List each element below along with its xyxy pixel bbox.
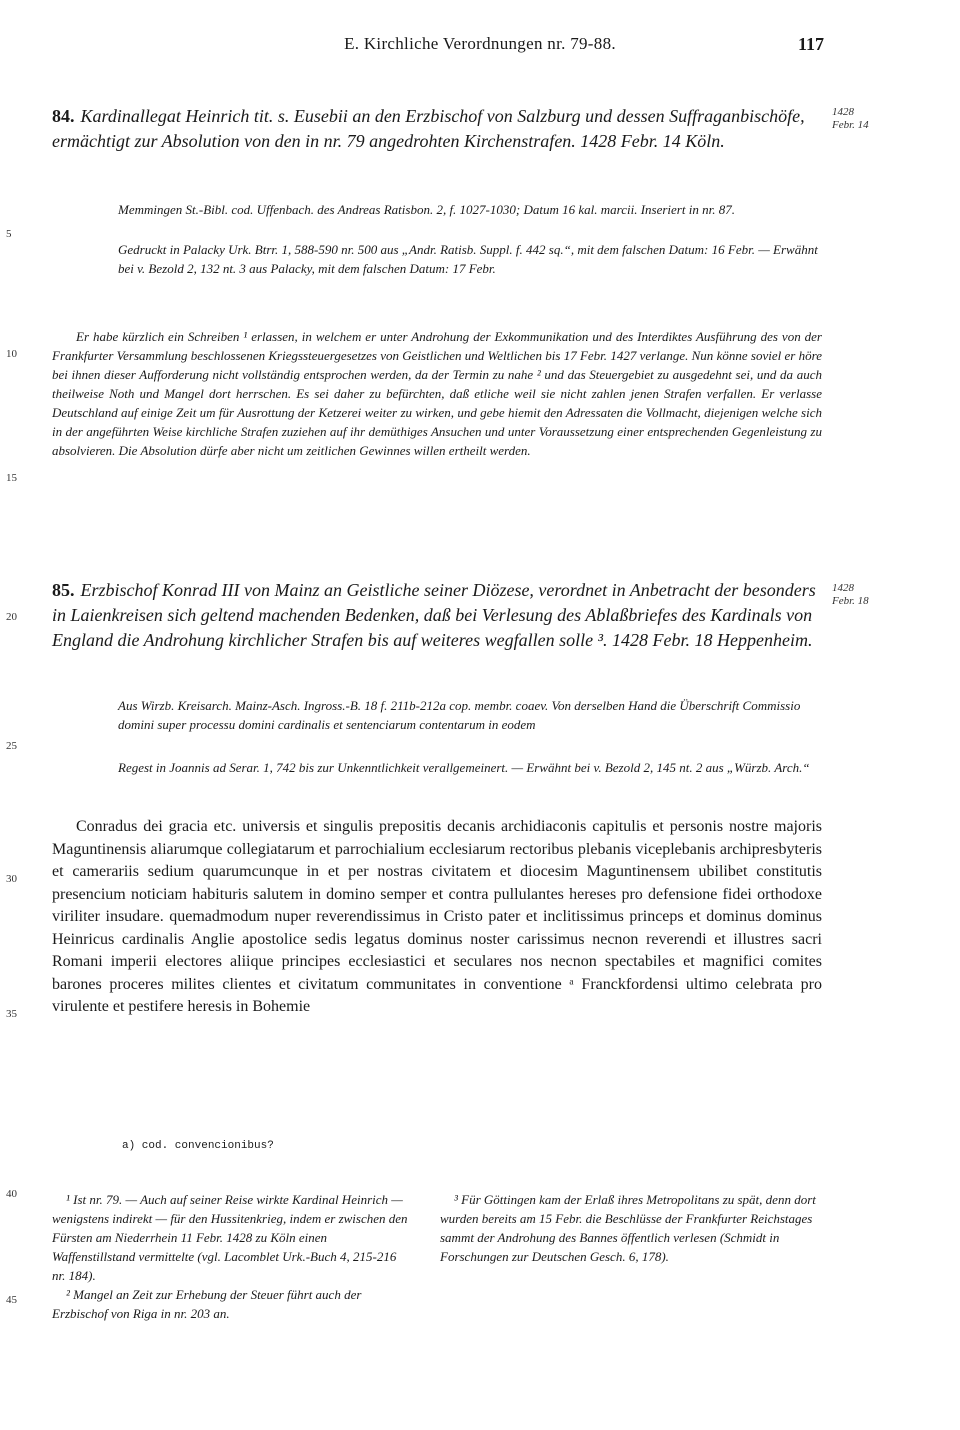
running-title: E. Kirchliche Verordnungen nr. 79-88.	[344, 34, 616, 53]
footnote-1: ¹ Ist nr. 79. — Auch auf seiner Reise wirkte Kardinal Heinrich — wenigstens indirekt — für den Hussitenkrieg, indem er zwischen den Fürsten am Niederrhein 11 Febr. 1428 zu Köln einen Waffenstillstand vermittelte (vgl. Lacomblet Urk.-Buch 4, 215-216 nr. 184).	[52, 1192, 408, 1283]
running-header	[0, 34, 960, 56]
footnote-3: ³ Für Göttingen kam der Erlaß ihres Metropolitans zu spät, denn dort wurden bereits am 15 Febr. die Beschlüsse der Frankfurter Reichstages sammt der Androhung des Bannes öffentlich verlesen (Schmidt in Forschungen zur Deutschen Gesch. 6, 178).	[440, 1192, 816, 1264]
entry-85-source-regest: Regest in Joannis ad Serar. 1, 742 bis zur Unkenntlichkeit verallgemeinert. — Erwähnt bei v. Bezold 2, 145 nt. 2 aus „Würzb. Arch.“	[118, 760, 810, 775]
line-number-10: 10	[6, 348, 17, 360]
line-number-40: 40	[6, 1188, 17, 1200]
line-number-5: 5	[6, 228, 12, 240]
margin-date-84: 1428 Febr. 14	[832, 106, 869, 131]
page-number: 117	[797, 34, 824, 54]
line-number-45: 45	[6, 1294, 17, 1306]
entry-84-regest: Er habe kürzlich ein Schreiben ¹ erlassen, in welchem er unter Androhung der Exkommunikation und des Interdiktes Ausführung des von der Frankfurter Versammlung beschlossenen Kriegssteuergesetzes von Geistlichen und Weltlichen bis 17 Febr. 1427 verlange. Nun könne soviel er höre bei ihnen dieser Aufforderung nicht vollständig entsprochen werden, da der Termin zu nahe ² und das Steuergebiet zu ausgedehnt sei, und da auch theilweise Noth und Mangel dort herrschen. Es sei daher zu befürchten, daß etliche weil sie nicht zahlen jenen Strafen verfallen. Er verlasse Deutschland auf einige Zeit um für Ausrottung der Ketzerei weiter zu wirken, und gebe hiemit den Adressaten die Vollmacht, diejenigen welche sich in der angeführten Weise kirchliche Strafen zuziehen auf ihr demüthiges Ansuchen und unter Voraussetzung einer entsprechenden Gegenleistung zu absolvieren. Die Absolution dürfe aber nicht um zeitlichen Gewinnes willen ertheilt werden.	[52, 329, 822, 458]
footnotes-right-column	[440, 1190, 822, 1266]
footnotes-left-column	[52, 1190, 412, 1323]
entry-84-heading-text: Kardinallegat Heinrich tit. s. Eusebii an den Erzbischof von Salzburg und dessen Suffraganbischöfe, ermächtigt zur Absolution von den in nr. 79 angedrohten Kirchenstrafen. 1428 Febr. 14 Köln.	[52, 106, 805, 151]
footnote-2: ² Mangel an Zeit zur Erhebung der Steuer führt auch der Erzbischof von Riga in nr. 203 an.	[52, 1287, 362, 1321]
line-number-20: 20	[6, 611, 17, 623]
line-number-30: 30	[6, 873, 17, 885]
entry-84-source-manuscript: Memmingen St.-Bibl. cod. Uffenbach. des Andreas Ratisbon. 2, f. 1027-1030; Datum 16 kal. marcii. Inseriert in nr. 87.	[118, 202, 735, 217]
entry-85-heading-text: Erzbischof Konrad III von Mainz an Geistliche seiner Diözese, verordnet in Anbetracht der besonders in Laienkreisen sich geltend machenden Bedenken, daß bei Verlesung des Ablaßbriefes des Kardinals von England die Androhung kirchlicher Strafen bis auf weiteres wegfallen solle ³. 1428 Febr. 18 Heppenheim.	[52, 580, 816, 650]
entry-84-source-print: Gedruckt in Palacky Urk. Btrr. 1, 588-590 nr. 500 aus „Andr. Ratisb. Suppl. f. 442 sq.“, mit dem falschen Datum: 16 Febr. — Erwähnt bei v. Bezold 2, 132 nt. 3 aus Palacky, mit dem falschen Datum: 17 Febr.	[118, 242, 818, 276]
margin-date-85: 1428 Febr. 18	[832, 582, 869, 607]
entry-85-latin-text: Conradus dei gracia etc. universis et singulis prepositis decanis archidiaconis capitulis et personis nostre majoris Maguntinensis aliarumque collegiatarum et parrochialium ecclesiarum rectoribus plebanis viceplebanis archipresbyteris et camerariis sedium quarumcunque in et per nostras civitatem et diocesim Maguntinensem ubilibet constitutis presencium noticiam habituris salutem in domino semper et contra pullulantes hereses pro defensione fidei orthodoxe viriliter insudare. quemadmodum nuper reverendissimus in Cristo pater et inclitissimus princeps et dominus dominus Heinricus cardinalis Anglie apostolice sedis legatus dominus noster carissimus necnon reverendi et illustres sacri Romani imperii electores aliique principes ecclesiastici et seculares nos necnon spectabiles et magnifici comites barones proceres milites clientes et civitatum communitates in conventione ᵃ Franckfordensi ultimo celebrata pro virulente et pestifere heresis in Bohemie	[52, 818, 822, 1015]
entry-85-number: 85.	[52, 580, 75, 600]
line-number-15: 15	[6, 472, 17, 484]
entry-85-heading	[52, 578, 822, 653]
line-number-35: 35	[6, 1008, 17, 1020]
line-number-25: 25	[6, 740, 17, 752]
entry-84-number: 84.	[52, 106, 75, 126]
text-critical-note-a: a) cod. convencionibus?	[122, 1140, 274, 1152]
entry-84-heading	[52, 104, 822, 154]
entry-85-source-archive: Aus Wirzb. Kreisarch. Mainz-Asch. Ingross.-B. 18 f. 211b-212a cop. membr. coaev. Von derselben Hand die Überschrift Commissio domini super processu domini cardinalis et sentenciarum contentarum in eodem	[118, 698, 801, 732]
